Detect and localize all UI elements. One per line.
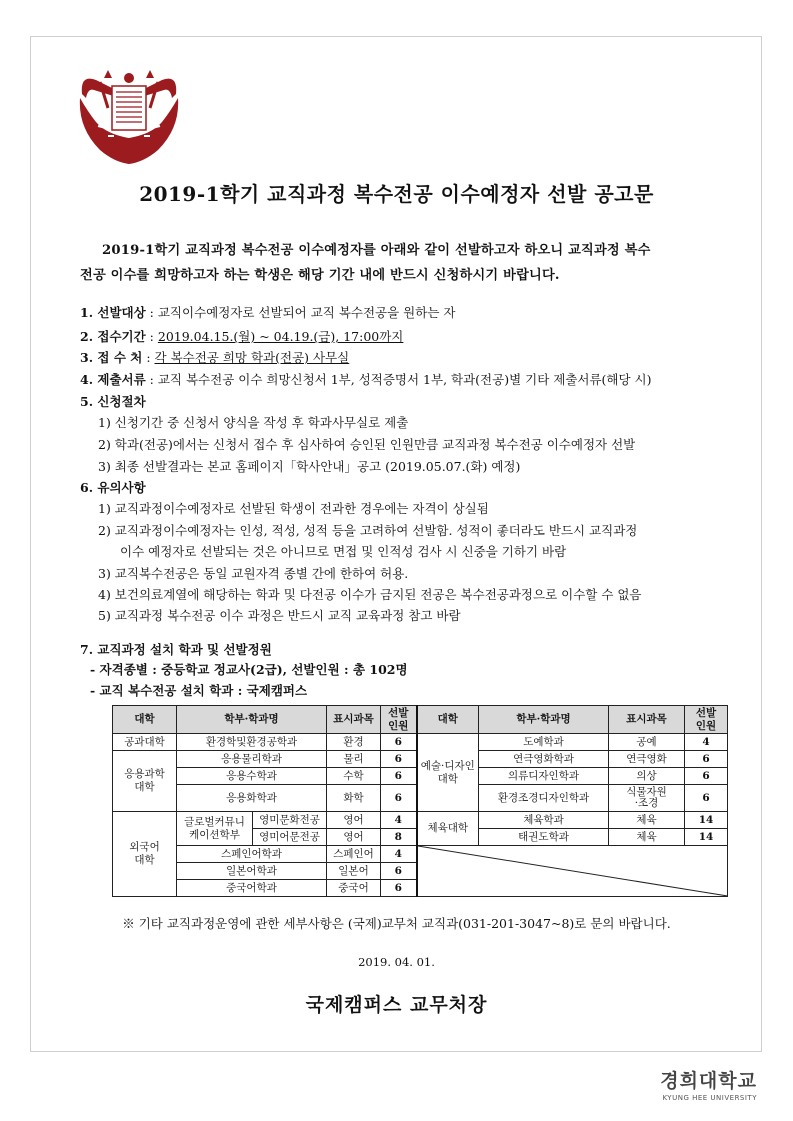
quota-cell: 4 xyxy=(685,734,728,751)
dept-cell: 태권도학과 xyxy=(479,829,609,846)
quota-cell: 6 xyxy=(685,785,728,812)
subject-cell: 영어 xyxy=(327,812,381,829)
section-7 xyxy=(80,640,272,660)
header-quota xyxy=(381,706,417,734)
subject-l1: 식물자원 xyxy=(626,786,667,798)
college-cell xyxy=(113,812,177,897)
section-3-label: 3. 접 수 처 xyxy=(80,350,143,365)
subject-cell xyxy=(609,785,685,812)
header-subject-right: 표시과목 xyxy=(609,706,685,734)
section-5-item: 3) 최종 선발결과는 본교 홈페이지「학사안내」공고 (2019.05.07.(화) 예정) xyxy=(98,459,521,474)
section-2-label: 2. 접수기간 xyxy=(80,329,146,344)
college-art-l1: 예술·디자인 xyxy=(420,759,475,772)
dept-cell: 연극영화학과 xyxy=(479,751,609,768)
dept-cell: 일본어학과 xyxy=(177,863,327,880)
intro-line-1: 2019-1학기 교직과정 복수전공 이수예정자를 아래와 같이 선발하고자 하오니 교직과정 복수 xyxy=(102,243,651,258)
diagonal-line xyxy=(418,846,728,896)
college-sci-l2: 대학 xyxy=(134,781,155,793)
table-row xyxy=(113,846,728,863)
dept-cell: 응용물리학과 xyxy=(177,751,327,768)
section-1-label: 1. 선발대상 xyxy=(80,305,146,320)
header-quota-right xyxy=(685,706,728,734)
subject-cell: 중국어 xyxy=(327,880,381,897)
section-7-label: 7. 교직과정 설치 학과 및 선발정원 xyxy=(80,642,272,657)
quota-cell: 4 xyxy=(381,812,417,829)
quota-cell: 6 xyxy=(381,734,417,751)
section-6-item: 4) 보건의료계열에 해당하는 학과 및 다전공 이수가 금지된 전공은 복수전공과정으로 이수할 수 없음 xyxy=(98,587,642,602)
header-quota-l2: 인원 xyxy=(388,719,409,732)
table-header-row xyxy=(113,706,728,734)
subject-cell: 공예 xyxy=(609,734,685,751)
university-name-ko: 경희대학교 xyxy=(660,1070,757,1092)
section-5-label: 5. 신청절차 xyxy=(80,394,146,409)
quota-cell: 6 xyxy=(685,768,728,785)
subject-cell: 의상 xyxy=(609,768,685,785)
college-cell: 공과대학 xyxy=(113,734,177,751)
section-6-item: 2) 교직과정이수예정자는 인성, 적성, 성적 등을 고려하여 선발함. 성적이 좋더라도 반드시 교직과정 xyxy=(98,523,638,538)
subject-cell: 물리 xyxy=(327,751,381,768)
quota-cell: 6 xyxy=(381,768,417,785)
dept-cell: 응용화학과 xyxy=(177,785,327,812)
quota-cell: 6 xyxy=(381,863,417,880)
quota-cell: 4 xyxy=(381,846,417,863)
dept-cell: 도예학과 xyxy=(479,734,609,751)
dept-glob-l2: 케이션학부 xyxy=(189,828,240,841)
subject-cell: 체육 xyxy=(609,829,685,846)
header-quota-l1: 선발 xyxy=(388,706,409,719)
dept-cell: 환경조경디자인학과 xyxy=(479,785,609,812)
section-7-qualification: - 자격종별 : 중등학교 정교사(2급), 선발인원 : 총 102명 xyxy=(90,662,408,677)
subject-cell: 체육 xyxy=(609,812,685,829)
quota-table xyxy=(112,705,728,897)
section-7-campus: - 교직 복수전공 설치 학과 : 국제캠퍼스 xyxy=(90,683,308,698)
dept-cell: 영미어문전공 xyxy=(253,829,327,846)
header-quota-right-l1: 선발 xyxy=(695,706,717,719)
intro-paragraph xyxy=(80,238,728,288)
header-dept-right: 학부·학과명 xyxy=(479,706,609,734)
table-row xyxy=(113,812,728,829)
header-dept: 학부·학과명 xyxy=(177,706,327,734)
subject-l2: ·조경 xyxy=(634,797,659,809)
college-sci-l1: 응용과학 xyxy=(124,768,165,780)
header-college: 대학 xyxy=(113,706,177,734)
subject-cell: 스페인어 xyxy=(327,846,381,863)
subject-cell: 환경 xyxy=(327,734,381,751)
section-6-item: 3) 교직복수전공은 동일 교원자격 종별 간에 한하여 허용. xyxy=(98,566,409,581)
dept-glob-l1: 글로벌커뮤니 xyxy=(184,815,245,828)
section-6-item: 이수 예정자로 선발되는 것은 아니므로 면접 및 인적성 검사 시 신중을 기하기 바람 xyxy=(120,544,567,559)
table-row xyxy=(113,734,728,751)
section-4-text: : 교직 복수전공 이수 희망신청서 1부, 성적증명서 1부, 학과(전공)별 기타 제출서류(해당 시) xyxy=(145,372,652,387)
subject-cell: 영어 xyxy=(327,829,381,846)
section-4-label: 4. 제출서류 xyxy=(80,372,146,387)
header-college-right: 대학 xyxy=(417,706,479,734)
document-date: 2019. 04. 01. xyxy=(358,955,435,969)
section-2 xyxy=(80,327,403,347)
section-6-label: 6. 유의사항 xyxy=(80,480,146,495)
quota-cell: 8 xyxy=(381,829,417,846)
section-6-item: 1) 교직과정이수예정자로 선발된 학생이 전과한 경우에는 자격이 상실됨 xyxy=(98,501,489,516)
section-5 xyxy=(80,392,146,412)
section-2-text: 2019.04.15.(월) ~ 04.19.(금), 17:00까지 xyxy=(157,329,404,344)
section-3-text: 각 복수전공 희망 학과(전공) 사무실 xyxy=(154,350,350,365)
college-lang-l1: 외국어 xyxy=(129,841,160,853)
university-name-en: KYUNG HEE UNIVERSITY xyxy=(662,1094,757,1102)
contact-note: ※ 기타 교직과정운영에 관한 세부사항은 (국제)교무처 교직과(031-201-3047~8)로 문의 바랍니다. xyxy=(122,916,671,931)
section-3 xyxy=(80,348,349,368)
section-1-text: : 교직이수예정자로 선발되어 교직 복수전공을 원하는 자 xyxy=(145,305,456,320)
dept-group-cell xyxy=(177,812,253,846)
section-4 xyxy=(80,370,652,390)
quota-cell: 6 xyxy=(381,880,417,897)
dept-cell: 영미문화전공 xyxy=(253,812,327,829)
college-cell xyxy=(113,751,177,812)
section-1 xyxy=(80,303,455,323)
section-5-item: 2) 학과(전공)에서는 신청서 접수 후 심사하여 승인된 인원만큼 교직과정 복수전공 이수예정자 선발 xyxy=(98,437,636,452)
subject-cell: 수학 xyxy=(327,768,381,785)
college-lang-l2: 대학 xyxy=(134,854,155,866)
document-title: 2019-1학기 교직과정 복수전공 이수예정자 선발 공고문 xyxy=(139,182,654,206)
quota-cell: 6 xyxy=(685,751,728,768)
section-3-sep: : xyxy=(142,350,155,365)
college-art-l2: 대학 xyxy=(437,772,458,785)
quota-cell: 14 xyxy=(685,812,728,829)
subject-cell: 연극영화 xyxy=(609,751,685,768)
header-quota-right-l2: 인원 xyxy=(695,719,717,732)
signer: 국제캠퍼스 교무처장 xyxy=(305,994,488,1016)
dept-cell: 체육학과 xyxy=(479,812,609,829)
college-cell xyxy=(417,734,479,812)
dept-cell: 중국어학과 xyxy=(177,880,327,897)
section-6-item: 5) 교직과정 복수전공 이수 과정은 반드시 교직 교육과정 참고 바람 xyxy=(98,608,461,623)
subject-cell: 화학 xyxy=(327,785,381,812)
section-5-item: 1) 신청기간 중 신청서 양식을 작성 후 학과사무실로 제출 xyxy=(98,415,409,430)
subject-cell: 일본어 xyxy=(327,863,381,880)
header-subject: 표시과목 xyxy=(327,706,381,734)
quota-cell: 6 xyxy=(381,751,417,768)
university-emblem-icon xyxy=(74,68,184,166)
intro-line-2: 전공 이수를 희망하고자 하는 학생은 해당 기간 내에 반드시 신청하시기 바랍니다. xyxy=(80,268,560,283)
quota-cell: 6 xyxy=(381,785,417,812)
dept-cell: 환경학및환경공학과 xyxy=(177,734,327,751)
university-logo xyxy=(660,1066,757,1102)
section-6 xyxy=(80,478,146,498)
empty-cell xyxy=(417,846,728,897)
section-2-sep: : xyxy=(145,329,158,344)
dept-cell: 응용수학과 xyxy=(177,768,327,785)
dept-cell: 의류디자인학과 xyxy=(479,768,609,785)
dept-cell: 스페인어학과 xyxy=(177,846,327,863)
quota-cell: 14 xyxy=(685,829,728,846)
college-cell: 체육대학 xyxy=(417,812,479,846)
